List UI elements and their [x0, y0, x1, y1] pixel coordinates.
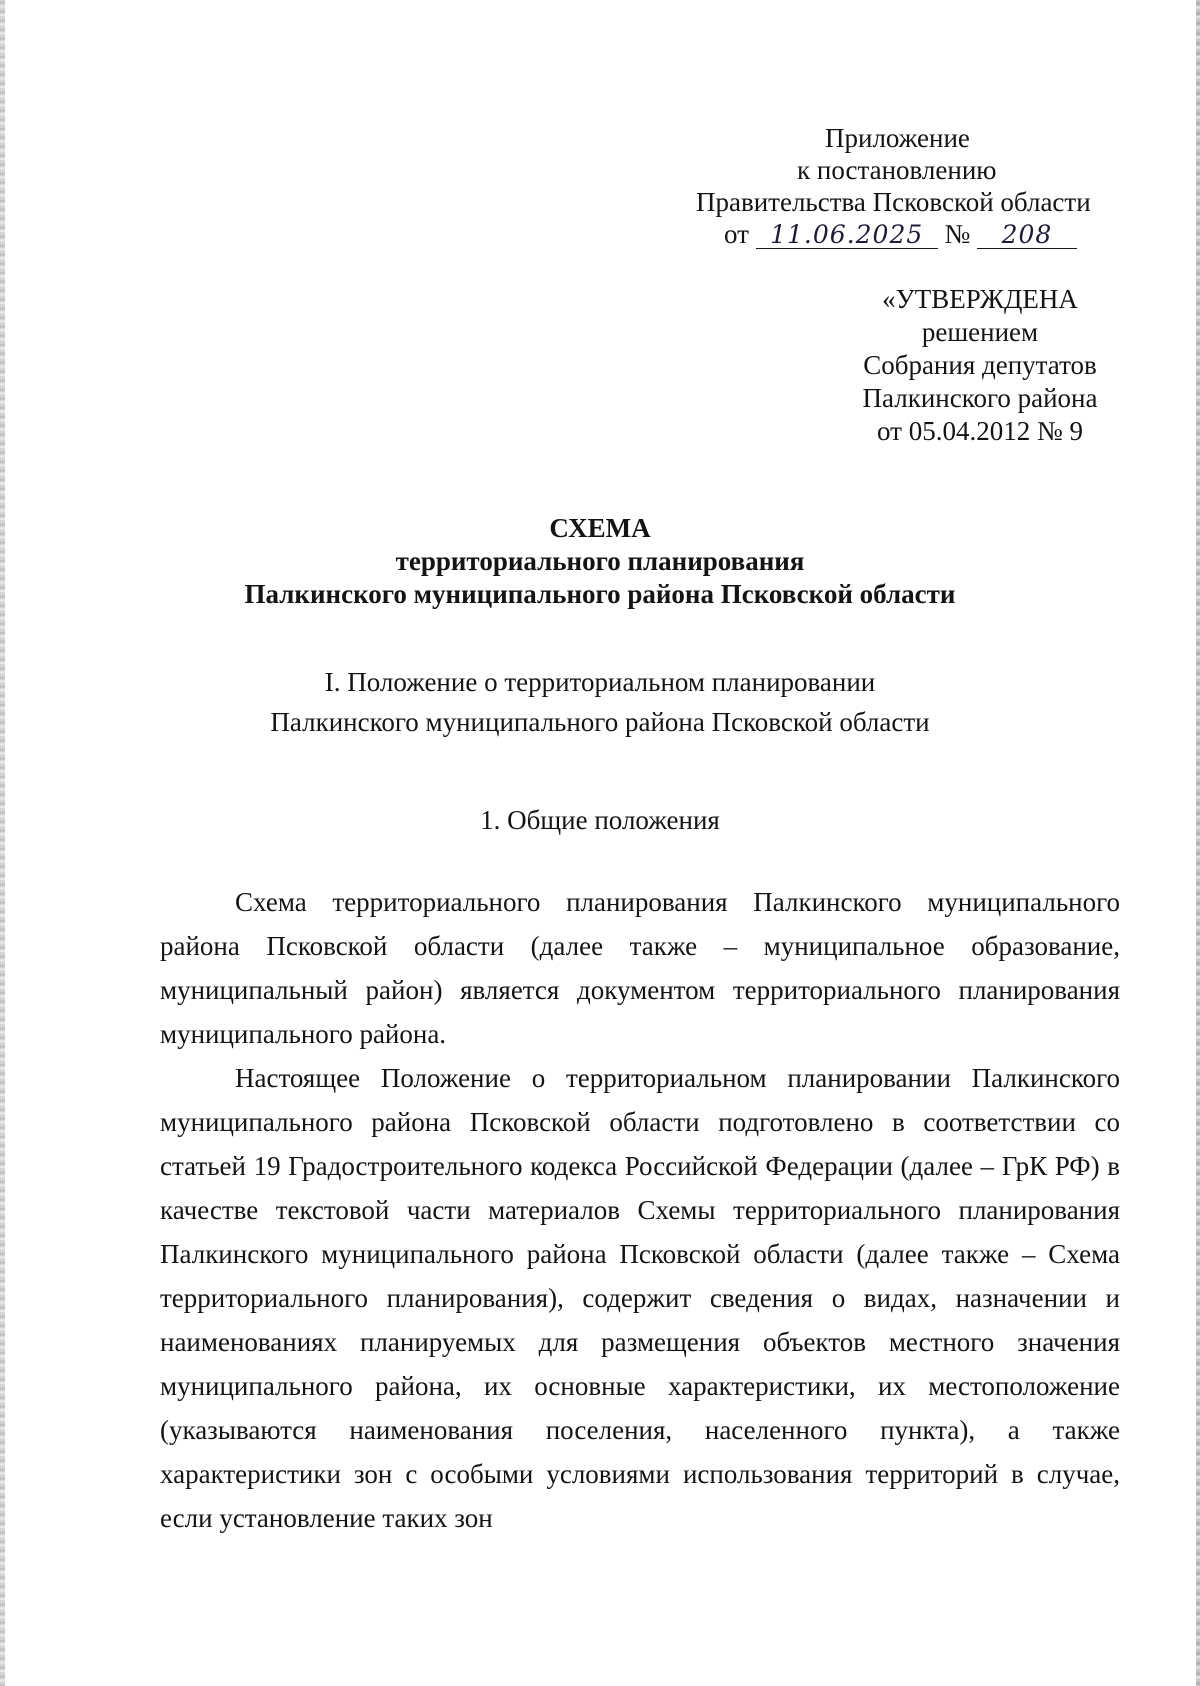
paragraph-2: Настоящее Положение о территориальном планировании Палкинского муниципального района Псковской области подготовлено в соответствии со статьей 19 Градостроительного кодекса Российской Федерации (далее – ГрК РФ) в качестве текстовой части материалов Схемы территориального планирования Палкинского муниципального района Псковской области (далее также – Схема территориального планирования), содержит сведения о видах, назначении и наименованиях планируемых для размещения объектов местного значения муниципального района, их основные характеристики, их местоположение (указываются наименования поселения, населенного пункта), а также характеристики зон с особыми условиями использования территорий в случае, если установление таких зон	[160, 1063, 1120, 1533]
scan-edge-left	[0, 0, 5, 1686]
document-title	[0, 512, 1200, 611]
date-prefix: от	[724, 219, 749, 249]
approved-block	[850, 283, 1110, 448]
handwritten-date: 11.06.2025	[756, 222, 938, 249]
section-line-2: Палкинского муниципального района Псковской области	[270, 707, 930, 737]
appendix-decree-ref: к постановлению	[797, 155, 997, 185]
handwritten-number: 208	[977, 222, 1077, 249]
subsection-heading: 1. Общие положения	[480, 805, 720, 835]
approved-district: Палкинского района	[862, 383, 1098, 413]
approved-decision: решением	[921, 317, 1039, 347]
scan-edge-right	[1196, 0, 1200, 1686]
appendix-label: Приложение	[825, 123, 970, 153]
number-sign: №	[944, 219, 971, 249]
approved-assembly: Собрания депутатов	[863, 350, 1097, 380]
title-line-1: СХЕМА	[549, 513, 651, 543]
approved-label: «УТВЕРЖДЕНА	[882, 284, 1078, 314]
section-heading	[0, 662, 1200, 742]
appendix-header	[640, 122, 1140, 250]
paragraph-1: Схема территориального планирования Палкинского муниципального района Псковской области (далее также – муниципальное образование, муниципальный район) является документом территориального планирования муниципального района.	[160, 887, 1120, 1049]
section-line-1: I. Положение о территориальном планировании	[324, 667, 876, 697]
title-line-2: территориального планирования	[395, 546, 805, 576]
title-line-3: Палкинского муниципального района Псковской области	[244, 579, 956, 609]
body-text	[160, 880, 1120, 1540]
appendix-date-number	[640, 218, 1140, 250]
approved-date: от 05.04.2012 № 9	[877, 416, 1083, 446]
appendix-government: Правительства Псковской области	[696, 187, 1091, 217]
